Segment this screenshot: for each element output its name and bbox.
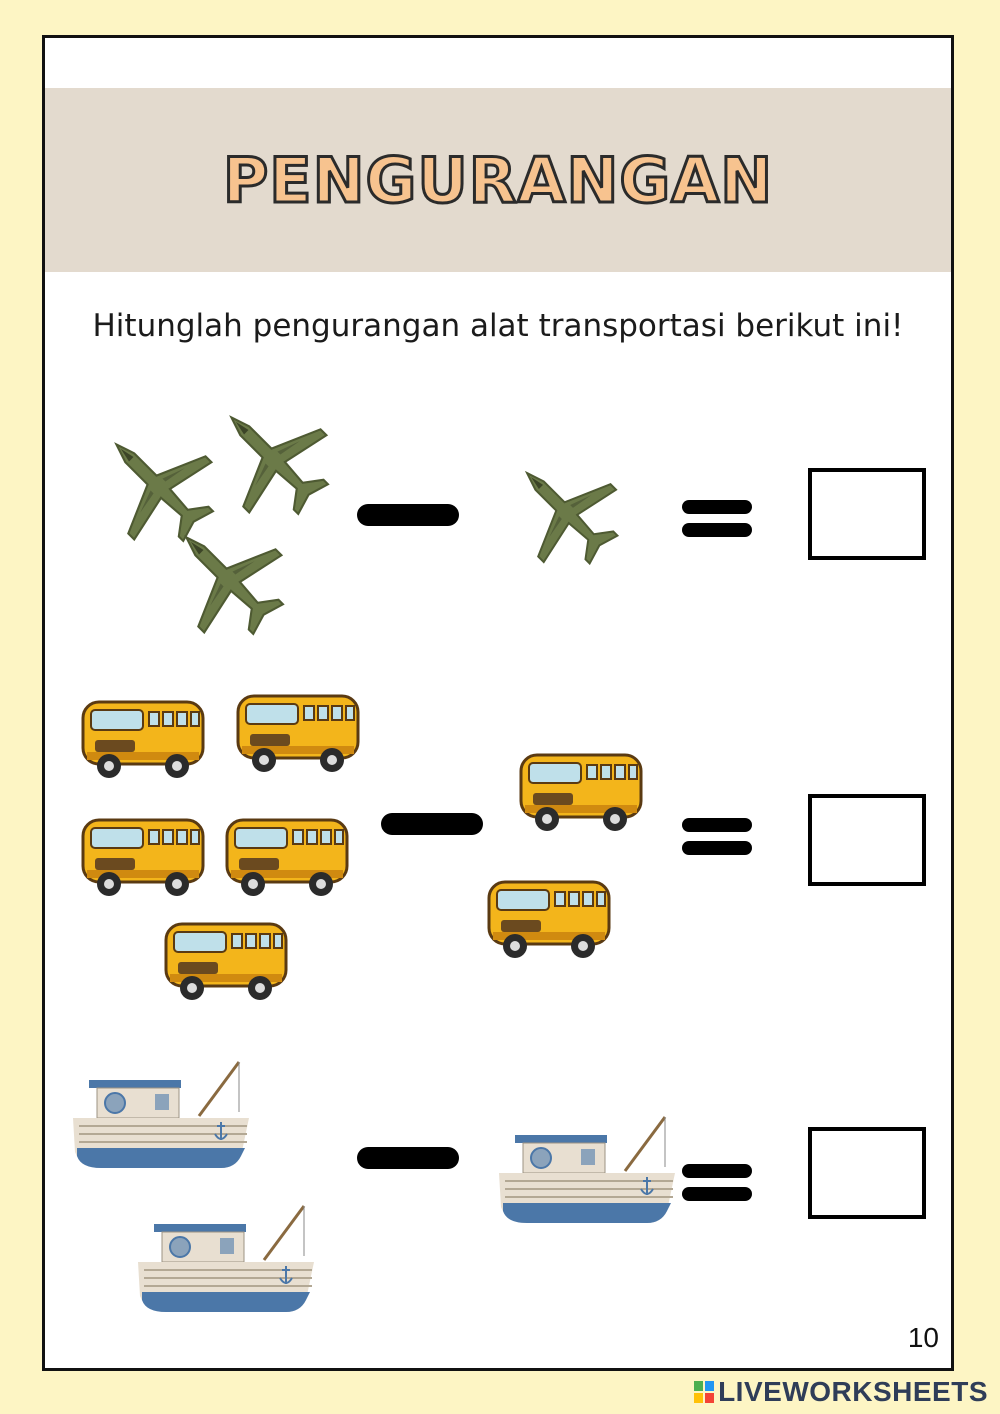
equals-sign [682,500,752,546]
fishing-boat-icon [497,1115,677,1225]
minus-sign [357,1147,459,1169]
fishing-boat-icon [136,1204,316,1314]
liveworksheets-logo[interactable] [694,1376,988,1408]
answer-box-boats[interactable] [808,1127,926,1219]
school-bus-icon [73,806,213,906]
fighter-jet-icon [507,453,625,571]
title-banner [45,88,951,272]
equals-sign [682,1164,752,1210]
school-bus-icon [511,741,651,841]
instruction-text: Hitunglah pengurangan alat transportasi berikut ini! [92,308,904,344]
school-bus-icon [156,910,296,1010]
answer-box-buses[interactable] [808,794,926,886]
answer-box-planes[interactable] [808,468,926,560]
equals-sign [682,818,752,864]
liveworksheets-logo-icon [694,1381,714,1403]
school-bus-icon [228,682,368,782]
page-title: PENGURANGAN [222,143,774,217]
school-bus-icon [479,868,619,968]
school-bus-icon [73,688,213,788]
fighter-jet-icon [165,516,291,642]
fishing-boat-icon [71,1060,251,1170]
fighter-jet-icon [210,396,336,522]
minus-sign [381,813,483,835]
minus-sign [357,504,459,526]
page-number: 10 [907,1322,939,1353]
worksheet-page [42,35,954,1371]
brand-name: LIVEWORKSHEETS [718,1376,988,1407]
school-bus-icon [217,806,357,906]
